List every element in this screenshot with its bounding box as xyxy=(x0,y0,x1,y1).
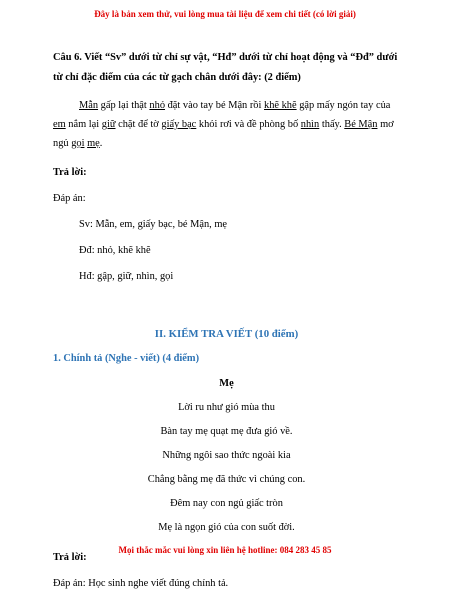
document-body xyxy=(53,48,400,591)
question-6-title: Câu 6. Viết “Sv” dưới từ chỉ sự vật, “Hđ” dưới từ chỉ hoạt động và “Đđ” dưới từ chỉ đặc điểm của các từ gạch chân dưới đây: (2 điểm) xyxy=(53,52,398,83)
poem-line: Đêm nay con ngủ giấc tròn xyxy=(170,498,283,509)
poem-line: Những ngôi sao thức ngoài kia xyxy=(162,450,291,461)
answer-line-dd: Đđ: nhỏ, khẽ khẽ xyxy=(79,245,151,256)
underlined-word: khẽ khẽ xyxy=(264,100,297,111)
poem-line: Lời ru như gió mùa thu xyxy=(178,402,275,413)
passage-text: nắm lại xyxy=(65,119,102,130)
underlined-word: nhỏ xyxy=(149,100,166,111)
underlined-word: Mẫn xyxy=(79,100,99,111)
passage-text: gập mấy ngón tay của xyxy=(296,100,391,111)
poem-line: Chẳng bằng mẹ đã thức vì chúng con. xyxy=(147,474,306,485)
answer-line-hd: Hđ: gập, giữ, nhìn, gọi xyxy=(79,271,174,282)
question-6-passage xyxy=(53,96,400,153)
underlined-word: em xyxy=(53,119,66,130)
underlined-word: nhìn xyxy=(300,119,320,130)
passage-text: đặt vào tay bé Mận rồi xyxy=(165,100,264,111)
poem-line: Mẹ là ngọn gió của con suốt đời. xyxy=(158,522,295,533)
underlined-word: Bé Mận xyxy=(344,119,378,130)
underlined-word: gọi xyxy=(71,138,85,149)
passage-text: khỏi rơi và đề phòng bố xyxy=(196,119,301,130)
answer-label: Trả lời: xyxy=(53,167,87,178)
section-2-title: II. KIỂM TRA VIẾT (10 điểm) xyxy=(154,328,299,340)
underlined-word: giữ xyxy=(101,119,116,130)
passage-text: . xyxy=(99,138,103,149)
poem-title: Mẹ xyxy=(219,378,234,389)
underlined-word: giấy bạc xyxy=(161,119,197,130)
hotline-notice: Mọi thắc mắc vui lòng xin liên hệ hotline: 084 283 45 85 xyxy=(118,545,332,555)
poem-line: Bàn tay mẹ quạt mẹ đưa gió về. xyxy=(160,426,293,437)
section-2-answer-label: Trả lời: xyxy=(53,552,87,563)
underlined-word: mẹ xyxy=(87,138,100,149)
section-2-answer: Đáp án: Học sinh nghe viết đúng chính tả. xyxy=(53,578,229,589)
passage-text: chặt để tờ xyxy=(115,119,162,130)
answer-line-sv: Sv: Mẫn, em, giấy bạc, bé Mận, mẹ xyxy=(79,219,228,230)
section-2-subtitle: 1. Chính tả (Nghe - viết) (4 điểm) xyxy=(53,353,200,364)
preview-notice: Đây là bản xem thử, vui lòng mua tài liệu để xem chi tiết (có lời giải) xyxy=(94,9,356,19)
passage-text: gấp lại thật xyxy=(98,100,150,111)
passage-text: thấy. xyxy=(319,119,345,130)
passage-text: mơ ngủ xyxy=(53,119,394,149)
answer-intro: Đáp án: xyxy=(53,193,86,204)
